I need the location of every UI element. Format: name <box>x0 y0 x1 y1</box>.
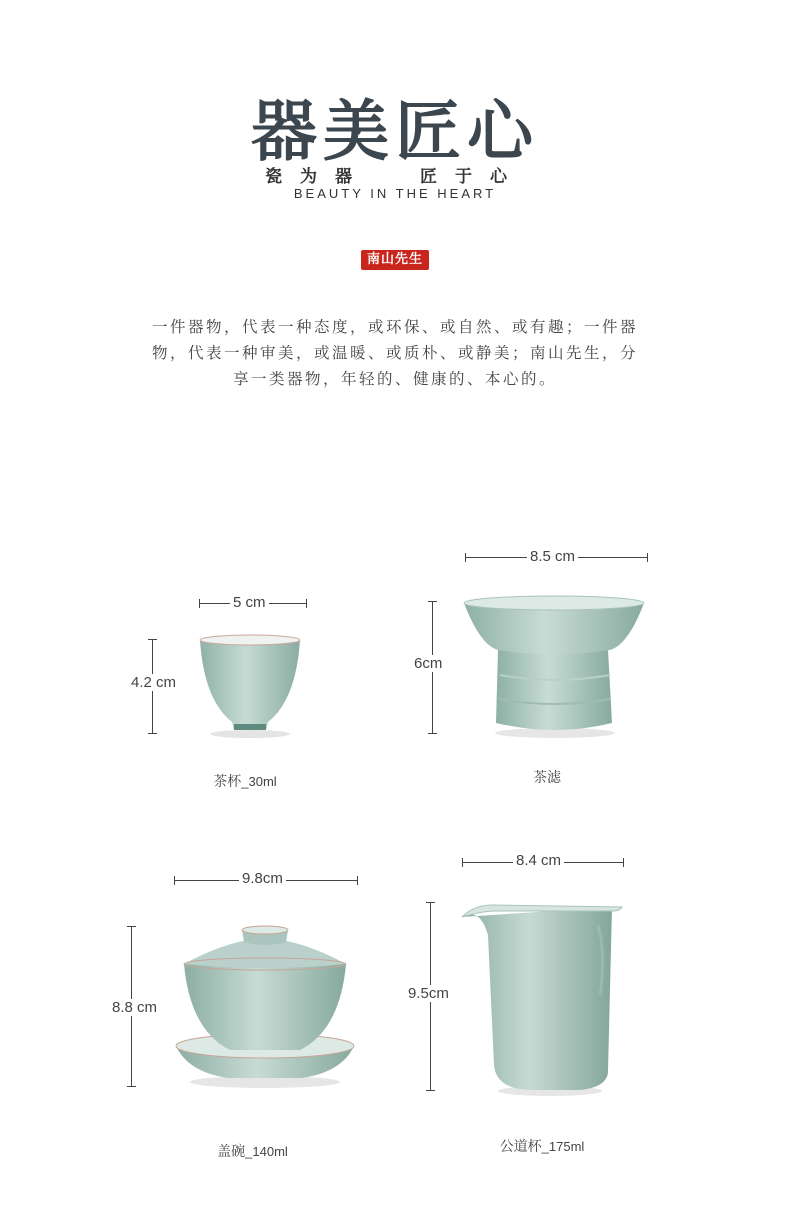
dimension-tick <box>426 902 435 903</box>
product-capacity: _140ml <box>245 1144 288 1159</box>
product-caption <box>487 1136 597 1156</box>
product-caption <box>200 1141 305 1161</box>
height-label: 9.5cm <box>405 985 452 1002</box>
dimension-tick <box>465 553 466 562</box>
tea-strainer-image <box>460 595 650 745</box>
product-name: 公道杯 <box>499 1139 542 1155</box>
tea-cup-image <box>190 630 320 740</box>
dimension-tick <box>306 599 307 608</box>
product-capacity: _175ml <box>541 1139 585 1154</box>
height-label: 6cm <box>411 655 445 672</box>
dimension-tick <box>127 1086 136 1087</box>
subtitle-right: 匠于心 <box>420 167 525 187</box>
dimension-tick <box>462 858 463 867</box>
height-label: 4.2 cm <box>128 674 179 691</box>
dimension-tick <box>357 876 358 885</box>
product-name: 茶杯 <box>213 774 242 790</box>
dimension-tick <box>148 639 157 640</box>
dimension-tick <box>426 1090 435 1091</box>
width-label: 9.8cm <box>239 870 286 887</box>
dimension-tick <box>127 926 136 927</box>
width-label: 5 cm <box>230 594 269 611</box>
dimension-tick <box>174 876 175 885</box>
brand-seal: 南山先生 <box>361 250 429 270</box>
page-title: 器美匠心 <box>251 93 539 170</box>
subtitle-english: BEAUTY IN THE HEART <box>293 186 497 201</box>
product-name: 盖碗 <box>217 1144 246 1160</box>
width-label: 8.5 cm <box>527 548 578 565</box>
subtitle <box>0 162 790 187</box>
product-name: 茶滤 <box>533 770 561 786</box>
dimension-tick <box>428 601 437 602</box>
product-capacity: _30ml <box>241 774 277 789</box>
intro-line: 一件器物，代表一种态度，或环保、或自然、或有趣；一件器 <box>151 318 638 336</box>
dimension-tick <box>148 733 157 734</box>
dimension-tick <box>428 733 437 734</box>
dimension-tick <box>623 858 624 867</box>
subtitle-left: 瓷为器 <box>265 167 370 187</box>
height-label: 8.8 cm <box>109 999 160 1016</box>
fair-cup-image <box>460 895 630 1100</box>
dimension-tick <box>647 553 648 562</box>
intro-paragraph <box>120 314 670 392</box>
product-caption <box>497 767 597 787</box>
gaiwan-image <box>168 922 363 1092</box>
intro-line: 物，代表一种审美，或温暖、或质朴、或静美；南山先生，分 <box>151 344 638 362</box>
width-label: 8.4 cm <box>513 852 564 869</box>
dimension-tick <box>199 599 200 608</box>
intro-line: 享一类器物，年轻的、健康的、本心的。 <box>232 370 557 388</box>
product-caption <box>195 771 295 791</box>
